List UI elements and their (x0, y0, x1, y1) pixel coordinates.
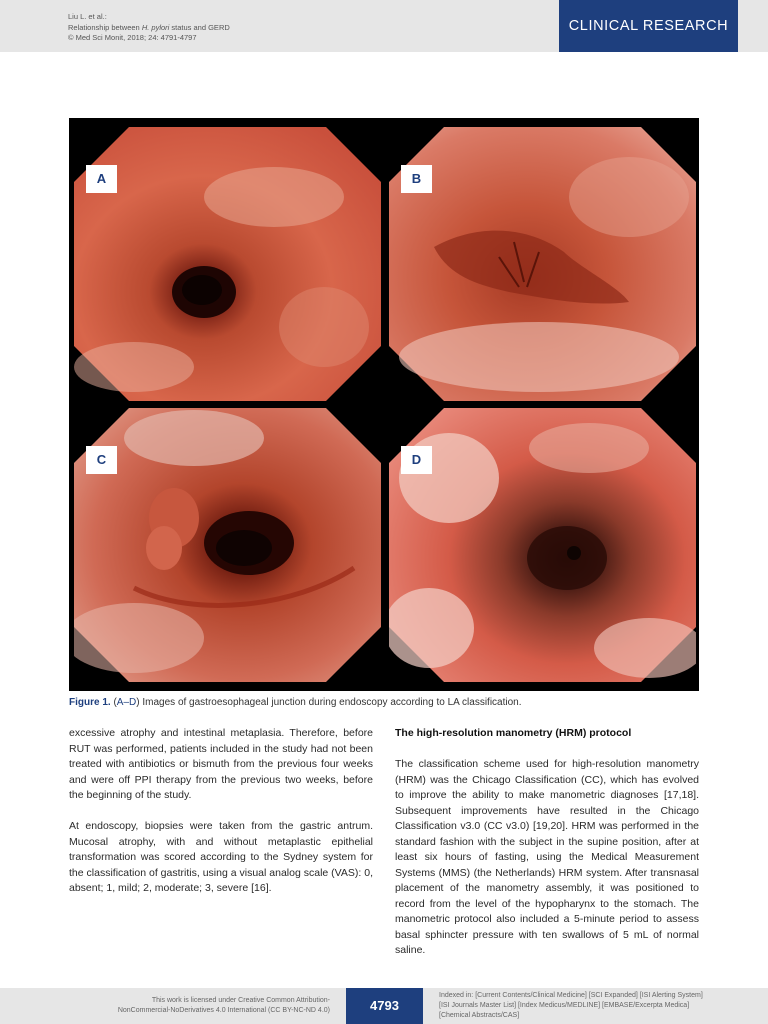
running-head (68, 12, 230, 44)
paragraph: At endoscopy, biopsies were taken from the gastric antrum. Mucosal atrophy, with and without metaplastic epithelial transformation was scored according to the Sydney system for the classification of gastritis, using a visual analog scale (VAS): 0, absent; 1, mild; 2, moderate; 3, severe [16]. (69, 820, 373, 894)
caption-label: Figure 1. (69, 697, 111, 708)
page-number: 4793 (346, 988, 423, 1024)
panel-label-a: A (86, 165, 117, 193)
caption-panels: A–D (116, 697, 137, 708)
panel-label-c: C (86, 446, 117, 474)
page-header (0, 0, 768, 52)
right-column (395, 726, 699, 959)
section-heading: The high-resolution manometry (HRM) protocol (395, 727, 632, 739)
license-notice: This work is licensed under Creative Common Attribution- NonCommercial-NoDerivatives 4.0 International (CC BY-NC-ND 4.0) (117, 997, 330, 1014)
running-head-authors: Liu L. et al.: (68, 12, 107, 21)
figure-caption: Figure 1. (A–D) Images of gastroesophageal junction during endoscopy according to LA classification. (69, 697, 522, 708)
caption-text: Images of gastroesophageal junction during endoscopy according to LA classification. (139, 697, 522, 708)
running-head-title: Relationship between H. pylori status and GERD (68, 22, 230, 32)
panel-label-d: D (401, 446, 432, 474)
paragraph: The classification scheme used for high-resolution manometry (HRM) was the Chicago Classification (CC), which has evolved to improve the ability to make manometric diagnoses [17,18]. Subsequent improvements have resulted in the Chicago Classification v3.0 (CC v3.0) [19,20]. HRM was performed in the standard fashion with the subject in the supine position, after at least six hours of fasting, using the Medical Measurement Systems (MMS) (the Netherlands) HRM system. After transnasal placement of the manometry assembly, it was positioned to record from the level of the hypopharynx to the stomach. The manometric protocol also included a 5-minute period to assess basal sphincter pressure with ten swallows of 5 mL of normal saline. (395, 758, 699, 956)
panel-label-b: B (401, 165, 432, 193)
endoscopy-image-b (389, 127, 696, 401)
endoscopy-figure (69, 118, 699, 691)
indexing-list: Indexed in: [Current Contents/Clinical Medicine] [SCI Expanded] [ISI Alerting System] [ISI Journals Master List] [Index Medicus/MEDLINE] [EMBASE/Excerpta Medica] [Chemical Abstracts/CAS] (439, 992, 703, 1019)
paragraph: excessive atrophy and intestinal metaplasia. Therefore, before RUT was performed, patients included in the study had not been treated with antibiotics or bismuth from the previous four weeks and were off PPI therapy from the previous two weeks, before the beginning of the study. (69, 727, 373, 801)
running-head-citation: © Med Sci Monit, 2018; 24: 4791-4797 (68, 33, 197, 42)
endoscopy-image-a (74, 127, 381, 401)
endoscopy-image-d (389, 408, 696, 682)
endoscopy-image-c (74, 408, 381, 682)
section-badge: CLINICAL RESEARCH (559, 0, 738, 52)
left-column (69, 726, 373, 897)
